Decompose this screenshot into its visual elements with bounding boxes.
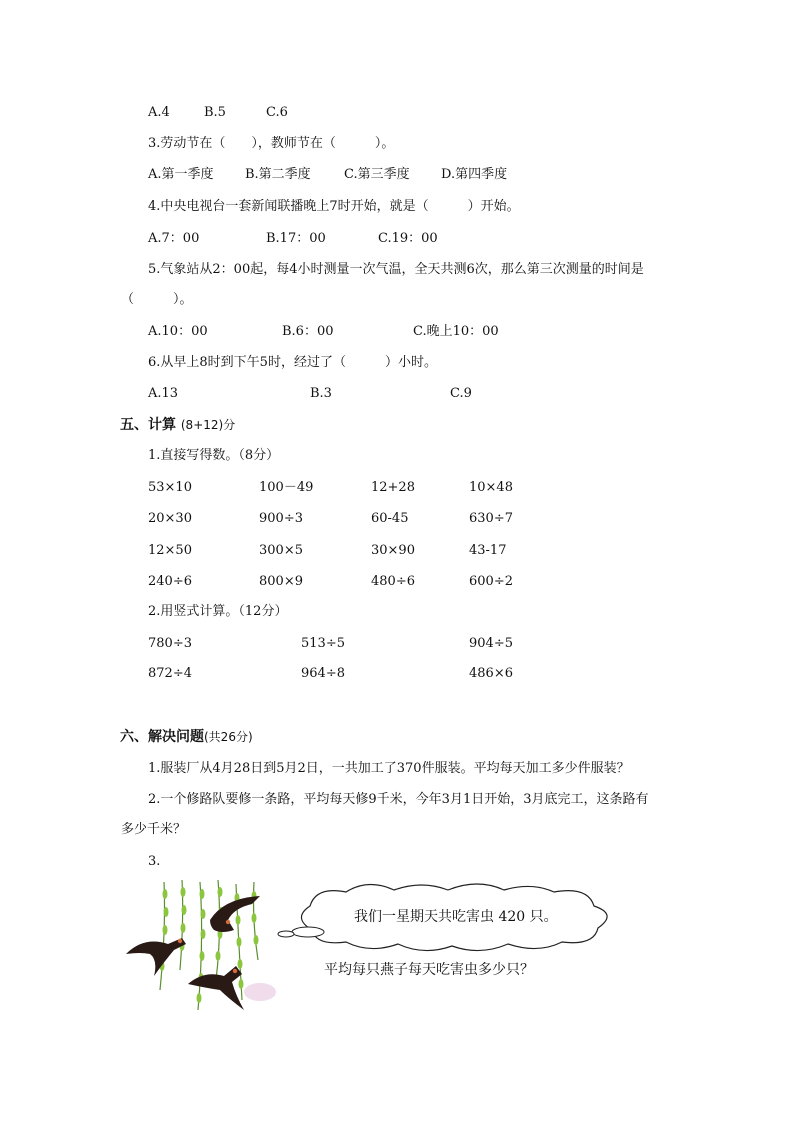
section6-heading (120, 729, 253, 745)
section6-score: (共26分) (204, 730, 253, 744)
oral-item: 43-17 (469, 543, 507, 558)
q5-option-b: B.6：00 (282, 324, 334, 339)
section5-score: (8+12)分 (180, 418, 236, 432)
q4-option-c: C.19：00 (378, 231, 438, 246)
problem-1: 1.服装厂从4月28日到5月2日，一共加工了370件服装。平均每天加工多少件服装？ (148, 761, 630, 776)
cloud-bubble (292, 927, 324, 937)
q2-option-b: B.5 (204, 105, 226, 120)
oral-item: 240÷6 (148, 574, 192, 589)
vertical-item: 780÷3 (148, 636, 192, 651)
section5-part1-label: 1.直接写得数。（8分） (148, 448, 280, 463)
section5-part2-label: 2.用竖式计算。（12分） (148, 604, 288, 619)
q6-option-c: C.9 (450, 386, 472, 401)
oral-item: 630÷7 (469, 511, 513, 526)
section5-heading (120, 417, 235, 433)
oral-item: 20×30 (148, 511, 192, 526)
vertical-item: 872÷4 (148, 666, 192, 681)
q3-option-d: D.第四季度 (441, 167, 508, 182)
q4-option-a: A.7：00 (148, 231, 200, 246)
q2-option-a: A.4 (148, 105, 170, 120)
q5-stem-line2: （ ）。 (121, 292, 193, 307)
oral-item: 100－49 (259, 480, 314, 495)
q3-option-a: A.第一季度 (148, 167, 214, 182)
problem-3-label: 3. (148, 854, 161, 869)
q3-stem: 3.劳动节在（ ），教师节在（ ）。 (148, 136, 395, 151)
swallow-question: 平均每只燕子每天吃害虫多少只？ (324, 962, 534, 978)
q6-option-a: A.13 (148, 386, 179, 401)
vertical-item: 486×6 (469, 666, 513, 681)
oral-item: 12+28 (371, 480, 415, 495)
oral-item: 600÷2 (469, 574, 513, 589)
vertical-item: 964÷8 (301, 666, 345, 681)
oral-item: 480÷6 (371, 574, 415, 589)
cloud-text: 我们一星期天共吃害虫 420 只。 (354, 909, 558, 925)
q4-option-b: B.17：00 (266, 231, 326, 246)
problem-2-line1: 2.一个修路队要修一条路，平均每天修9千米，今年3月1日开始，3月底完工，这条路有 (148, 792, 649, 807)
oral-item: 30×90 (371, 543, 415, 558)
oral-item: 300×5 (259, 543, 303, 558)
q6-option-b: B.3 (310, 386, 332, 401)
q6-stem: 6.从早上8时到下午5时，经过了（ ）小时。 (148, 355, 437, 370)
q5-option-a: A.10：00 (148, 324, 208, 339)
swallows-illustration (124, 880, 276, 1016)
pink-patch (244, 983, 276, 1001)
swallow-left (126, 938, 186, 976)
q4-stem: 4.中央电视台一套新闻联播晚上7时开始，就是（ ）开始。 (148, 199, 520, 214)
oral-item: 800×9 (259, 574, 303, 589)
section5-title: 五、计算 (120, 417, 176, 433)
oral-item: 12×50 (148, 543, 192, 558)
oral-item: 900÷3 (259, 511, 303, 526)
q5-option-c: C.晚上10：00 (413, 324, 499, 339)
oral-item: 10×48 (469, 480, 513, 495)
q2-option-c: C.6 (266, 105, 288, 120)
cloud-bubble-small (278, 931, 294, 937)
vertical-item: 904÷5 (469, 636, 513, 651)
q3-option-c: C.第三季度 (344, 167, 410, 182)
problem-2-line2: 多少千米？ (121, 822, 187, 837)
q3-option-b: B.第二季度 (245, 167, 311, 182)
oral-item: 53×10 (148, 480, 192, 495)
section6-title: 六、解决问题 (120, 729, 204, 745)
vertical-item: 513÷5 (301, 636, 345, 651)
q5-stem-line1: 5.气象站从2：00起，每4小时测量一次气温，全天共测6次，那么第三次测量的时间是 (148, 262, 644, 277)
oral-item: 60-45 (371, 511, 409, 526)
